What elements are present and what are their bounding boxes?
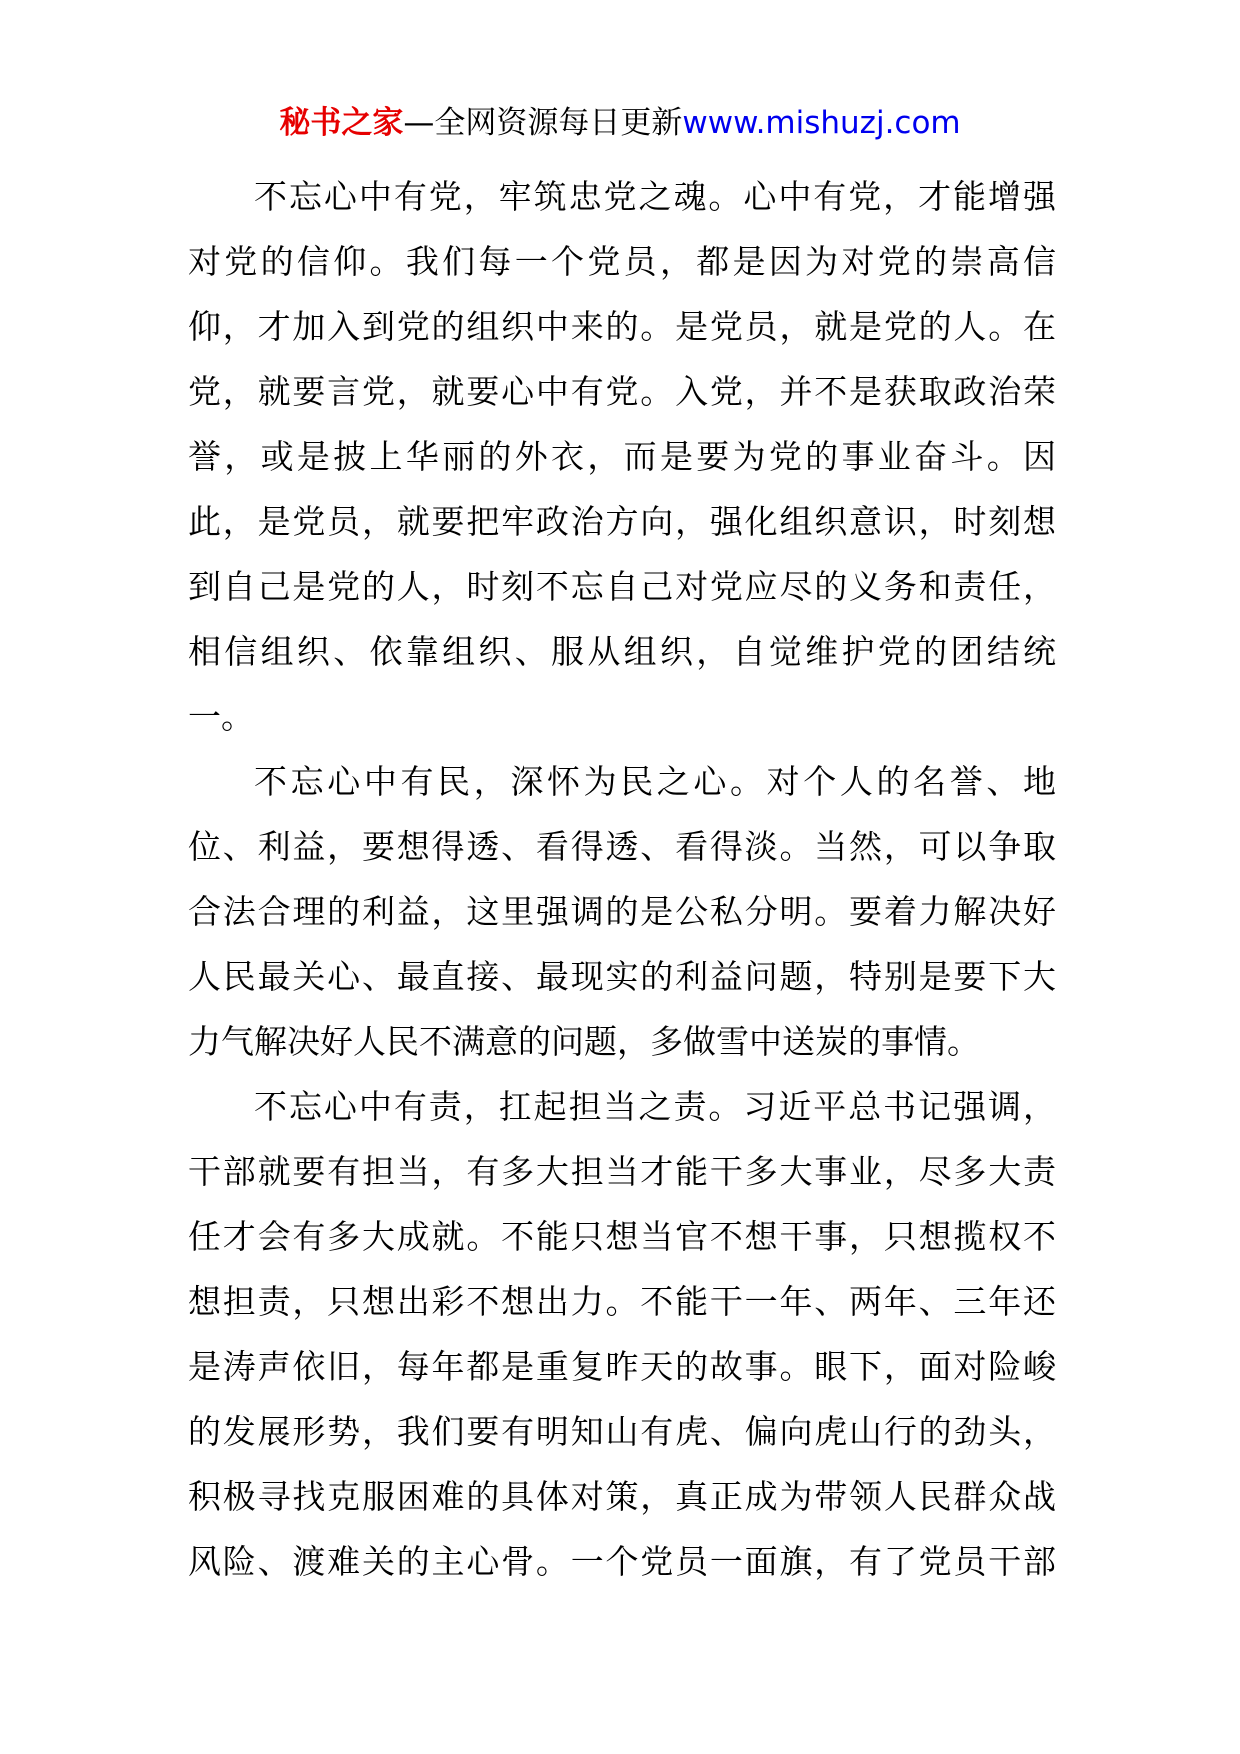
- text-line: 人民最关心、最直接、最现实的利益问题，特别是要下大: [188, 957, 1056, 996]
- text-line: 风险、渡难关的主心骨。一个党员一面旗，有了党员干部: [188, 1542, 1056, 1581]
- text-line: 党，就要言党，就要心中有党。入党，并不是获取政治荣: [188, 372, 1056, 411]
- text-line: 不忘心中有责，扛起担当之责。习近平总书记强调，: [254, 1087, 1056, 1126]
- text-line: 力气解决好人民不满意的问题，多做雪中送炭的事情。: [188, 1022, 980, 1061]
- text-line: 不忘心中有民，深怀为民之心。对个人的名誉、地: [254, 762, 1056, 801]
- site-slogan: —全网资源每日更新: [403, 105, 683, 141]
- page-header: [0, 98, 1240, 148]
- text-line: 想担责，只想出彩不想出力。不能干一年、两年、三年还: [188, 1282, 1056, 1321]
- text-line: 的发展形势，我们要有明知山有虎、偏向虎山行的劲头，: [188, 1412, 1056, 1451]
- text-line: 一。: [188, 697, 254, 736]
- site-url-link[interactable]: www.mishuzj.com: [682, 105, 961, 141]
- text-line: 是涛声依旧，每年都是重复昨天的故事。眼下，面对险峻: [188, 1347, 1056, 1386]
- text-line: 誉，或是披上华丽的外衣，而是要为党的事业奋斗。因: [188, 437, 1056, 476]
- text-line: 干部就要有担当，有多大担当才能干多大事业，尽多大责: [188, 1152, 1056, 1191]
- text-line: 任才会有多大成就。不能只想当官不想干事，只想揽权不: [188, 1217, 1056, 1256]
- text-line: 积极寻找克服困难的具体对策，真正成为带领人民群众战: [188, 1477, 1056, 1516]
- text-line: 相信组织、依靠组织、服从组织，自觉维护党的团结统: [188, 632, 1056, 671]
- text-line: 到自己是党的人，时刻不忘自己对党应尽的义务和责任，: [188, 567, 1056, 606]
- paragraph: [188, 1074, 1056, 1594]
- text-line: 不忘心中有党，牢筑忠党之魂。心中有党，才能增强: [254, 177, 1056, 216]
- site-brand: 秘书之家: [279, 105, 404, 141]
- document-body: [188, 164, 1056, 1594]
- text-line: 仰，才加入到党的组织中来的。是党员，就是党的人。在: [188, 307, 1056, 346]
- paragraph: [188, 749, 1056, 1074]
- paragraph: [188, 164, 1056, 749]
- text-line: 位、利益，要想得透、看得透、看得淡。当然，可以争取: [188, 827, 1056, 866]
- text-line: 此，是党员，就要把牢政治方向，强化组织意识，时刻想: [188, 502, 1056, 541]
- text-line: 合法合理的利益，这里强调的是公私分明。要着力解决好: [188, 892, 1056, 931]
- text-line: 对党的信仰。我们每一个党员，都是因为对党的崇高信: [188, 242, 1056, 281]
